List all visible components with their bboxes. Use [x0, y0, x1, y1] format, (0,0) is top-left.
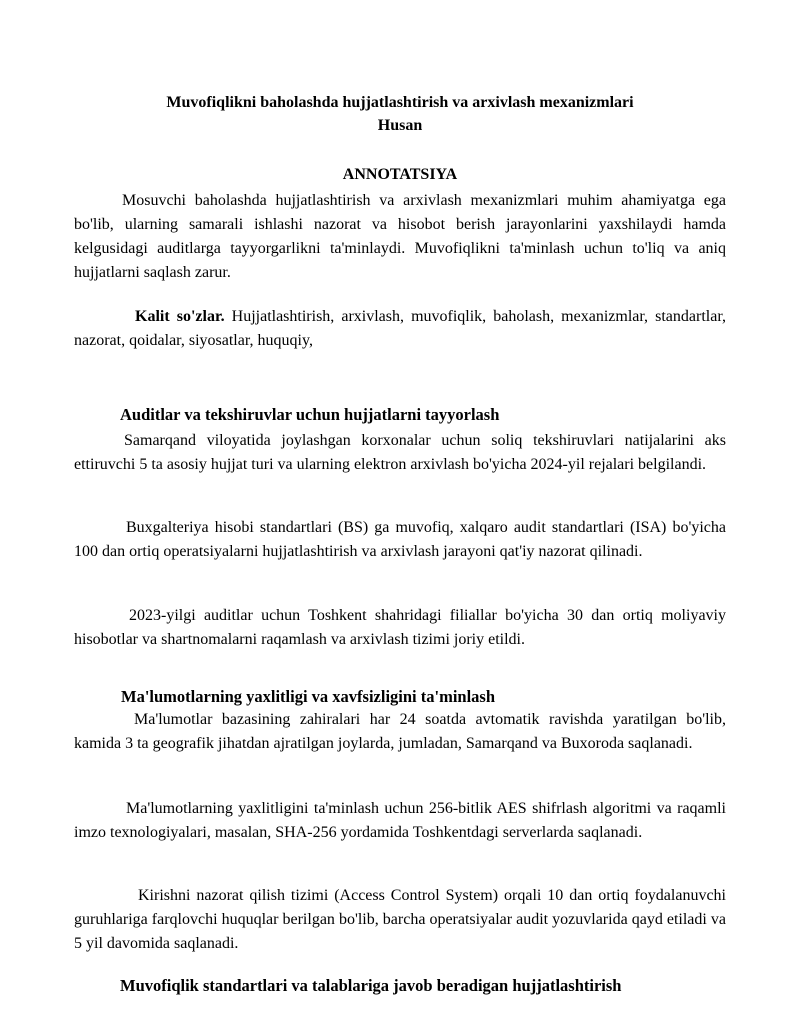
keywords-paragraph: [74, 305, 726, 353]
abstract-text: Mosuvchi baholashda hujjatlashtirish va arxivlash mexanizmlari muhim ahamiyatga ega bo'lib, ularning samarali ishlashi nazorat va hisobot berish jarayonlarini yaxshilaydi hamda kelgusidagi auditlarga tayyorgarlikni ta'minlaydi. Muvofiqlikni ta'minlash uchun to'liq va aniq hujjatlarni saqlash zarur.: [74, 192, 726, 281]
section-paragraph: Ma'lumotlarning yaxlitligini ta'minlash uchun 256-bitlik AES shifrlash algoritmi va raqamli imzo texnologiyalari, masalan, SHA-256 yordamida Toshkentdagi serverlarda saqlanadi.: [74, 800, 726, 841]
section-paragraph: Buxgalteriya hisobi standartlari (BS) ga muvofiq, xalqaro audit standartlari (ISA) bo'yicha 100 dan ortiq operatsiyalarni hujjatlashtirish va arxivlash jarayoni qat'iy nazorat qilinadi.: [74, 519, 726, 560]
abstract-paragraph: [74, 189, 726, 285]
section-paragraph: 2023-yilgi auditlar uchun Toshkent shahridagi filiallar bo'yicha 30 dan ortiq moliyaviy hisobotlar va shartnomalarni raqamlash va arxivlash tizimi joriy etildi.: [74, 607, 726, 648]
document-title: Muvofiqlikni baholashda hujjatlashtirish va arxivlash mexanizmlari: [166, 94, 634, 111]
section-paragraph: Samarqand viloyatida joylashgan korxonalar uchun soliq tekshiruvlari natijalarini aks ettiruvchi 5 ta asosiy hujjat turi va ularning elektron arxivlash bo'yicha 2024-yil rejalari belgilandi.: [74, 432, 726, 473]
abstract-heading: ANNOTATSIYA: [342, 166, 458, 183]
keywords-text: Hujjatlashtirish, arxivlash, muvofiqlik, baholash, mexanizmlar, standartlar, nazorat, qoidalar, siyosatlar, huquqiy,: [74, 308, 726, 349]
section-heading-integrity: Ma'lumotlarning yaxlitligi va xavfsizligini ta'minlash: [121, 687, 496, 706]
section-heading-audits: Auditlar va tekshiruvlar uchun hujjatlarni tayyorlash: [120, 405, 500, 424]
section-paragraph: Ma'lumotlar bazasining zahiralari har 24 soatda avtomatik ravishda yaratilgan bo'lib, kamida 3 ta geografik jihatdan ajratilgan joylarda, jumladan, Samarqand va Buxoroda saqlanadi.: [74, 711, 726, 752]
author-name: Husan: [377, 117, 423, 134]
section-heading-compliance: Muvofiqlik standartlari va talablariga javob beradigan hujjatlashtirish: [120, 976, 622, 995]
section-paragraph: Kirishni nazorat qilish tizimi (Access Control System) orqali 10 dan ortiq foydalanuvchi guruhlariga farqlovchi huquqlar berilgan bo'lib, barcha operatsiyalar audit yozuvlarida qayd etiladi va 5 yil davomida saqlanadi.: [74, 887, 726, 952]
keywords-label: Kalit so'zlar.: [135, 308, 225, 325]
